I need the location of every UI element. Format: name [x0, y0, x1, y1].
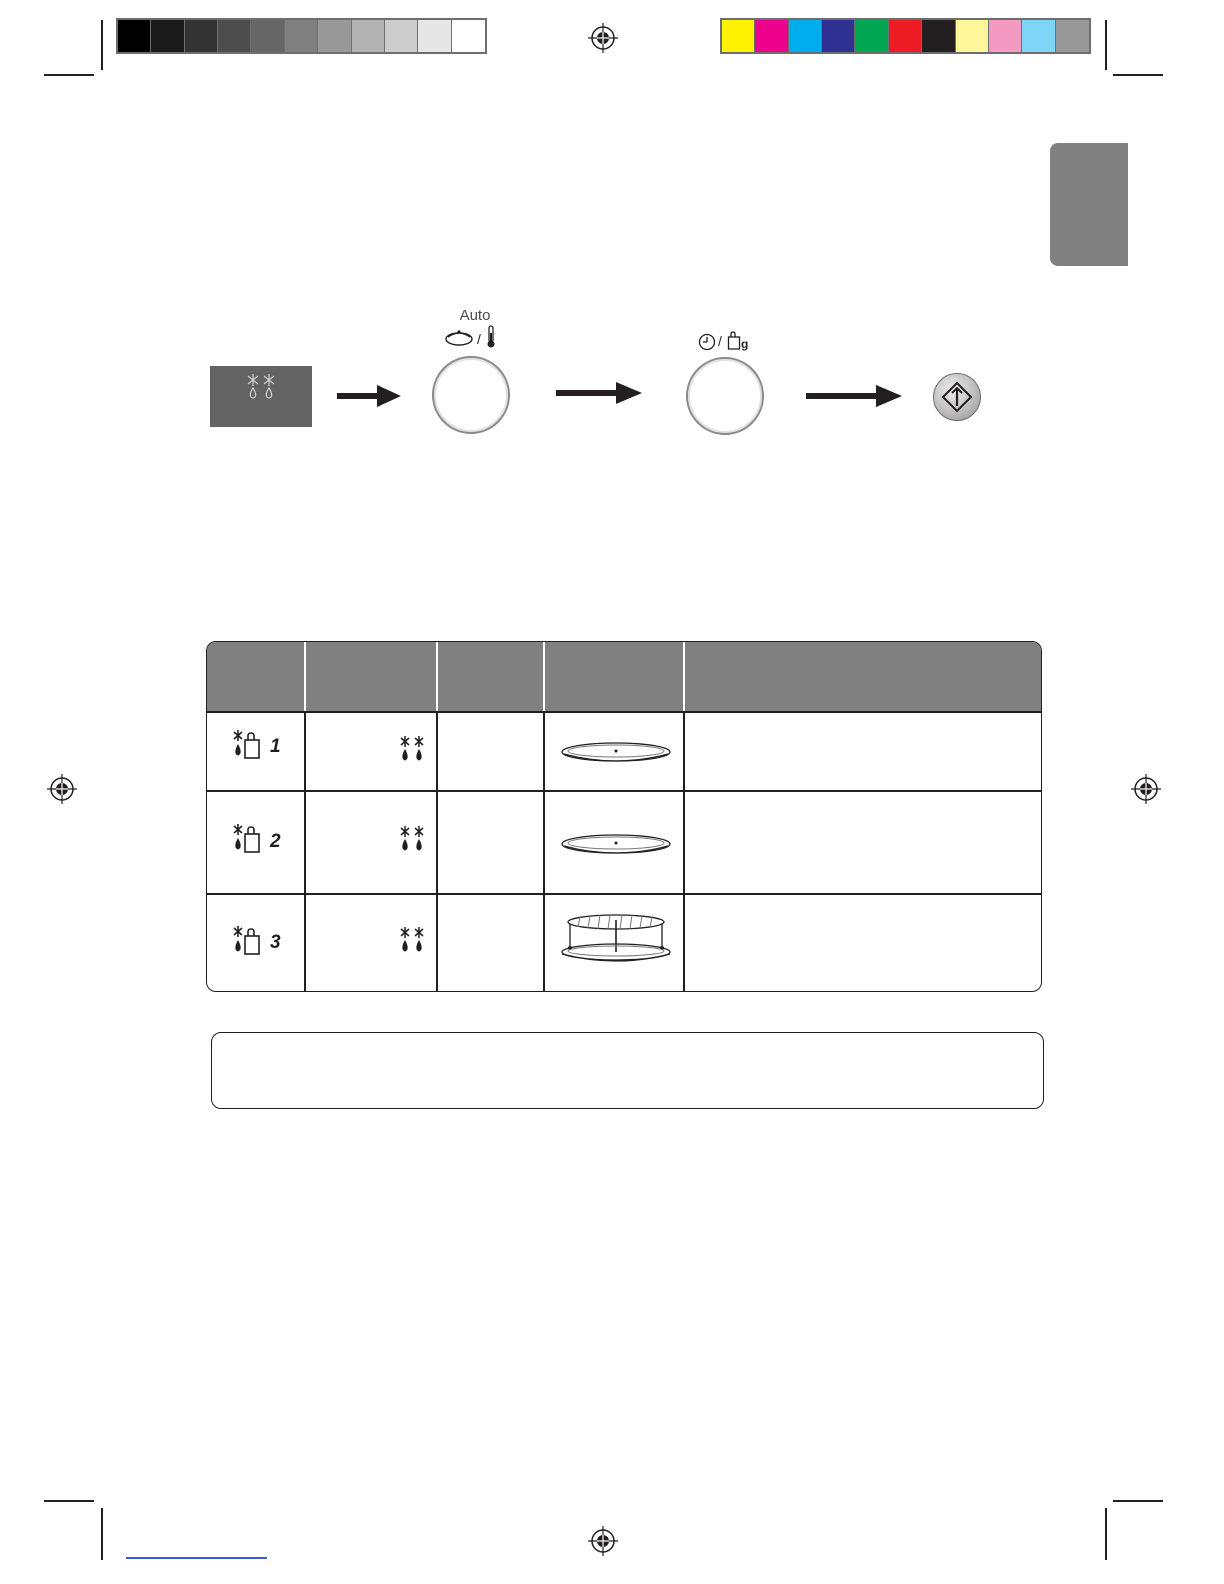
weight-icon	[727, 331, 741, 351]
grayscale-calibration-bar	[116, 18, 487, 54]
crop-mark	[1105, 20, 1107, 70]
program-number: 1	[270, 736, 281, 757]
row-divider	[207, 711, 1041, 713]
crop-mark	[44, 1500, 94, 1502]
defrost-weight-program-icon	[231, 728, 265, 762]
row-divider	[207, 893, 1041, 895]
registration-mark-icon	[1131, 774, 1161, 804]
color-swatch	[755, 20, 788, 52]
color-swatch	[285, 20, 318, 52]
color-swatch	[989, 20, 1022, 52]
crop-mark	[101, 20, 103, 70]
auto-label: Auto	[459, 307, 491, 324]
column-divider	[543, 711, 545, 991]
clock-icon	[698, 333, 716, 351]
color-swatch	[855, 20, 888, 52]
auto-cook-dial[interactable]	[432, 356, 510, 434]
color-swatch	[352, 20, 385, 52]
crop-mark	[1113, 1500, 1163, 1502]
column-divider	[436, 711, 438, 991]
color-swatch	[1022, 20, 1055, 52]
registration-mark-icon	[588, 23, 618, 53]
defrost-display-panel[interactable]	[210, 366, 312, 427]
color-swatch	[151, 20, 184, 52]
turntable-icon	[560, 740, 672, 766]
crop-mark	[44, 74, 94, 76]
turntable-icon	[560, 832, 672, 858]
color-swatch	[956, 20, 989, 52]
color-swatch	[251, 20, 284, 52]
thermometer-icon	[486, 325, 496, 349]
crop-mark	[101, 1508, 103, 1560]
column-divider	[683, 711, 685, 991]
program-number: 3	[270, 932, 281, 953]
column-divider	[304, 642, 306, 711]
color-swatch	[185, 20, 218, 52]
color-swatch	[318, 20, 351, 52]
defrost-weight-program-icon	[231, 924, 265, 958]
defrost-icon	[399, 735, 427, 763]
color-swatch	[118, 20, 151, 52]
color-swatch	[418, 20, 451, 52]
registration-mark-icon	[47, 774, 77, 804]
column-divider	[683, 642, 685, 711]
row-divider	[207, 790, 1041, 792]
note-box	[211, 1032, 1044, 1109]
color-swatch	[452, 20, 485, 52]
color-swatch	[722, 20, 755, 52]
color-calibration-bar	[720, 18, 1091, 54]
color-swatch	[789, 20, 822, 52]
color-swatch	[922, 20, 955, 52]
table-header	[207, 642, 1041, 711]
start-button[interactable]	[933, 373, 981, 421]
separator-slash: /	[477, 331, 481, 347]
defrost-icon	[399, 926, 427, 954]
defrost-weight-program-icon	[231, 822, 265, 856]
color-swatch	[822, 20, 855, 52]
separator-slash: /	[718, 333, 722, 349]
section-side-tab	[1050, 143, 1128, 266]
footer-link-underline[interactable]	[126, 1557, 267, 1559]
rack-on-turntable-icon	[560, 912, 672, 966]
color-swatch	[385, 20, 418, 52]
defrost-icon	[399, 825, 427, 853]
auto-cook-icon	[443, 327, 477, 349]
color-swatch	[889, 20, 922, 52]
arrow-right-icon	[806, 385, 904, 407]
weight-unit: g	[741, 337, 749, 351]
start-icon	[934, 374, 980, 420]
arrow-right-icon	[556, 382, 644, 404]
crop-mark	[1113, 74, 1163, 76]
program-number: 2	[270, 831, 281, 852]
defrost-display-icon	[210, 366, 312, 427]
crop-mark	[1105, 1508, 1107, 1560]
defrost-program-table	[206, 641, 1042, 992]
color-swatch	[1056, 20, 1089, 52]
time-weight-dial[interactable]	[686, 357, 764, 435]
column-divider	[543, 642, 545, 711]
color-swatch	[218, 20, 251, 52]
column-divider	[304, 711, 306, 991]
registration-mark-icon	[588, 1526, 618, 1556]
arrow-right-icon	[337, 385, 403, 407]
column-divider	[436, 642, 438, 711]
